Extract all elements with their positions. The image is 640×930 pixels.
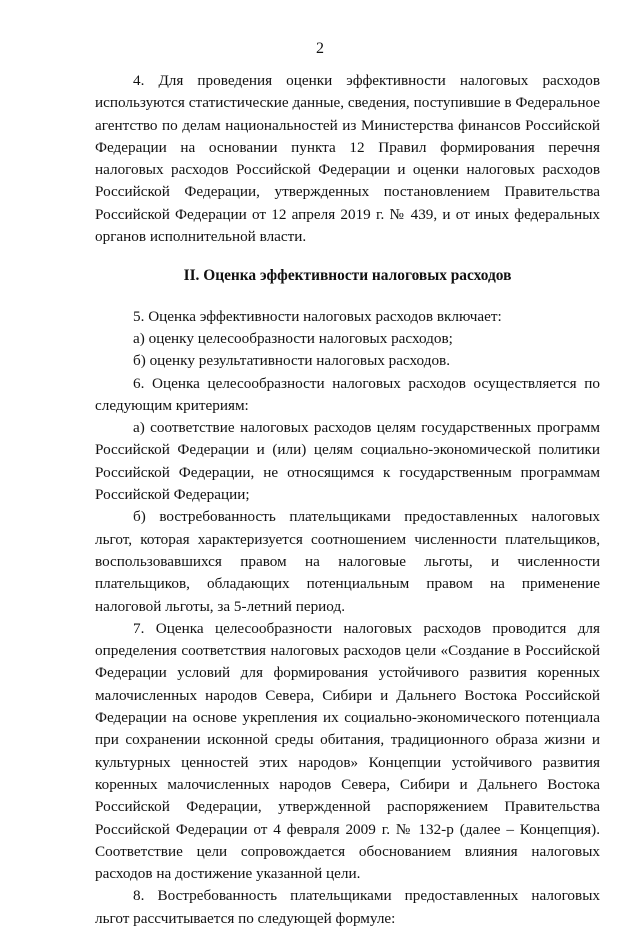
paragraph-7: 7. Оценка целесообразности налоговых расходов проводится для определения соответствия налоговых расходов цели «Создание в Российской Федерации условий для формирования устойчивого развития коренных малочисленных народов Севера, Сибири и Дальнего Востока Российской Федерации на основе укрепления их социально-экономического потенциала при сохранении исконной среды обитания, традиционного образа жизни и культурных ценностей этих народов» Концепции устойчивого развития коренных малочисленных народов Севера, Сибири и Дальнего Востока Российской Федерации, утвержденной распоряжением Правительства Российской Федерации от 4 февраля 2009 г. № 132-р (далее – Концепция). Соответствие цели сопровождается обоснованием влияния налоговых расходов на достижение указанной цели. bbox=[95, 619, 600, 883]
paragraph-6: 6. Оценка целесообразности налоговых расходов осуществляется по следующим критериям: bbox=[95, 374, 600, 414]
document-body bbox=[95, 70, 600, 930]
paragraph-6b: б) востребованность плательщиками предоставленных налоговых льгот, которая характеризуется соотношением численности плательщиков, воспользовавшихся правом на налоговые льготы, и численности плательщиков, обладающих потенциальным правом на применение налоговой льготы, за 5-летний период. bbox=[95, 508, 600, 615]
page-number: 2 bbox=[316, 40, 324, 57]
paragraph-5a: а) оценку целесообразности налоговых расходов; bbox=[133, 329, 453, 347]
paragraph-8: 8. Востребованность плательщиками предоставленных налоговых льгот рассчитывается по следующей формуле: bbox=[95, 887, 600, 927]
paragraph-5b: б) оценку результативности налоговых расходов. bbox=[133, 352, 451, 370]
section-heading: II. Оценка эффективности налоговых расходов bbox=[183, 267, 512, 285]
paragraph-5: 5. Оценка эффективности налоговых расходов включает: bbox=[133, 307, 502, 325]
paragraph-6a: а) соответствие налоговых расходов целям государственных программ Российской Федерации и (или) целям социально-экономической политики Российской Федерации, не относящимся к государственным программам Российской Федерации; bbox=[95, 419, 600, 504]
paragraph-4: 4. Для проведения оценки эффективности налоговых расходов используются статистические данные, сведения, поступившие в Федеральное агентство по делам национальностей из Министерства финансов Российской Федерации на основании пункта 12 Правил формирования перечня налоговых расходов Российской Федерации и оценки налоговых расходов Российской Федерации, утвержденных постановлением Правительства Российской Федерации от 12 апреля 2019 г. № 439, и от иных федеральных органов исполнительной власти. bbox=[95, 72, 600, 246]
